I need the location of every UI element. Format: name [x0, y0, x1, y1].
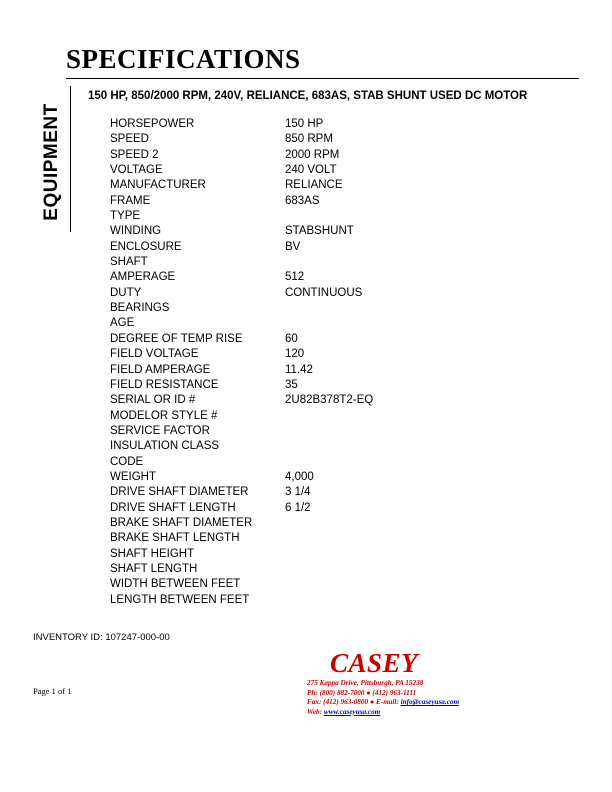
spec-value: 120: [285, 348, 305, 361]
spec-label: SHAFT: [110, 256, 148, 269]
spec-label: CODE: [110, 455, 144, 468]
spec-label: INSULATION CLASS: [110, 440, 220, 453]
spec-value: 3 1/4: [285, 486, 311, 499]
spec-value: [285, 516, 530, 531]
spec-label: ENCLOSURE: [110, 240, 182, 253]
footer-phone: Ph: (800) 882-7000 ● (412) 963-1111: [307, 688, 417, 697]
spec-label: SPEED 2: [110, 148, 159, 161]
table-row: [110, 470, 530, 485]
table-row: [110, 393, 530, 408]
table-row: [110, 270, 530, 285]
spec-label: VOLTAGE: [110, 164, 163, 177]
spec-label: SPEED: [110, 133, 149, 146]
table-row: [110, 501, 530, 516]
spec-label: DRIVE SHAFT LENGTH: [110, 501, 236, 514]
footer-email-label: ● E-mail:: [369, 698, 399, 707]
spec-value: 6 1/2: [285, 501, 311, 514]
spec-value: [285, 439, 530, 454]
spec-label: AMPERAGE: [110, 271, 176, 284]
page-number: Page 1 of 1: [33, 686, 72, 696]
spec-value: [285, 301, 530, 316]
spec-value: 512: [285, 271, 305, 284]
spec-label: SHAFT LENGTH: [110, 562, 198, 575]
equipment-subject-line: 150 HP, 850/2000 RPM, 240V, RELIANCE, 683AS, STAB SHUNT USED DC MOTOR: [88, 90, 528, 102]
spec-value: [285, 255, 530, 270]
spec-label: SHAFT HEIGHT: [110, 547, 195, 560]
table-row: [110, 593, 530, 608]
spec-value: 850 RPM: [285, 133, 333, 146]
spec-value: 683AS: [285, 194, 320, 207]
spec-value: 60: [285, 332, 298, 345]
spec-value: RELIANCE: [285, 179, 343, 192]
spec-label: AGE: [110, 317, 135, 330]
spec-label: SERVICE FACTOR: [110, 424, 210, 437]
spec-value: 2U82B378T2-EQ: [285, 394, 374, 407]
table-row: [110, 485, 530, 500]
table-row: [110, 286, 530, 301]
spec-label: BEARINGS: [110, 302, 170, 315]
spec-label: LENGTH BETWEEN FEET: [110, 593, 250, 606]
footer-web-link[interactable]: www.caseyusa.com: [323, 707, 381, 716]
footer-web-label: Web:: [307, 707, 323, 716]
sidebar-divider: [70, 86, 71, 232]
table-row: [110, 209, 530, 224]
spec-label: FIELD RESISTANCE: [110, 378, 219, 391]
spec-label: BRAKE SHAFT LENGTH: [110, 532, 240, 545]
table-row: [110, 439, 530, 454]
company-logo: CASEY: [330, 648, 419, 678]
spec-value: STABSHUNT: [285, 225, 354, 238]
table-row: [110, 562, 530, 577]
spec-value: 35: [285, 378, 298, 391]
spec-label: DUTY: [110, 286, 142, 299]
spec-label: FIELD AMPERAGE: [110, 363, 211, 376]
footer-web: [307, 708, 557, 718]
table-row: [110, 455, 530, 470]
table-row: [110, 409, 530, 424]
spec-label: WINDING: [110, 225, 162, 238]
spec-label: HORSEPOWER: [110, 118, 195, 130]
table-row: [110, 301, 530, 316]
spec-value: [285, 316, 530, 331]
footer-email-link[interactable]: info@caseyusa.com: [400, 698, 460, 707]
spec-value: BV: [285, 240, 301, 253]
table-row: [110, 117, 530, 132]
title-divider: [66, 78, 579, 79]
table-row: [110, 547, 530, 562]
table-row: [110, 163, 530, 178]
footer-address-block: [307, 679, 557, 717]
spec-label: MANUFACTURER: [110, 179, 206, 192]
sidebar-label-text: EQUIPMENT: [41, 103, 62, 221]
table-row: [110, 516, 530, 531]
spec-value: 150 HP: [285, 118, 324, 130]
spec-label: BRAKE SHAFT DIAMETER: [110, 516, 253, 529]
table-row: [110, 424, 530, 439]
spec-value: [285, 547, 530, 562]
spec-value: 11.42: [285, 363, 313, 376]
spec-label: FRAME: [110, 194, 151, 207]
page-title: SPECIFICATIONS: [66, 44, 301, 74]
footer-fax: Fax: (412) 963-0800: [307, 698, 369, 707]
spec-value: [285, 455, 530, 470]
spec-label: FIELD VOLTAGE: [110, 348, 199, 361]
table-row: [110, 194, 530, 209]
footer-fax-email: [307, 698, 557, 708]
specifications-table: [110, 117, 530, 608]
table-row: [110, 255, 530, 270]
spec-value: [285, 531, 530, 546]
table-row: [110, 531, 530, 546]
spec-value: 4,000: [285, 470, 314, 483]
sidebar-label: [39, 92, 65, 232]
footer-address: 275 Kappa Drive, Pittsburgh, PA 15238: [307, 679, 424, 687]
table-row: [110, 178, 530, 193]
spec-label: SERIAL OR ID #: [110, 394, 196, 407]
spec-value: [285, 577, 530, 592]
spec-value: [285, 209, 530, 224]
table-row: [110, 148, 530, 163]
spec-value: [285, 424, 530, 439]
spec-value: [285, 593, 530, 608]
spec-value: [285, 562, 530, 577]
spec-label: MODELOR STYLE #: [110, 409, 218, 422]
table-row: [110, 332, 530, 347]
spec-label: DRIVE SHAFT DIAMETER: [110, 486, 249, 499]
spec-value: [285, 409, 530, 424]
spec-value: CONTINUOUS: [285, 286, 363, 299]
spec-label: DEGREE OF TEMP RISE: [110, 332, 243, 345]
spec-label: WEIGHT: [110, 470, 156, 483]
table-row: [110, 224, 530, 239]
spec-value: 240 VOLT: [285, 164, 337, 177]
table-row: [110, 347, 530, 362]
table-row: [110, 577, 530, 592]
table-row: [110, 378, 530, 393]
spec-label: TYPE: [110, 210, 141, 223]
table-row: [110, 132, 530, 147]
table-row: [110, 240, 530, 255]
spec-value: 2000 RPM: [285, 148, 340, 161]
spec-label: WIDTH BETWEEN FEET: [110, 578, 241, 591]
table-row: [110, 363, 530, 378]
inventory-id: INVENTORY ID: 107247-000-00: [33, 632, 170, 643]
table-row: [110, 316, 530, 331]
